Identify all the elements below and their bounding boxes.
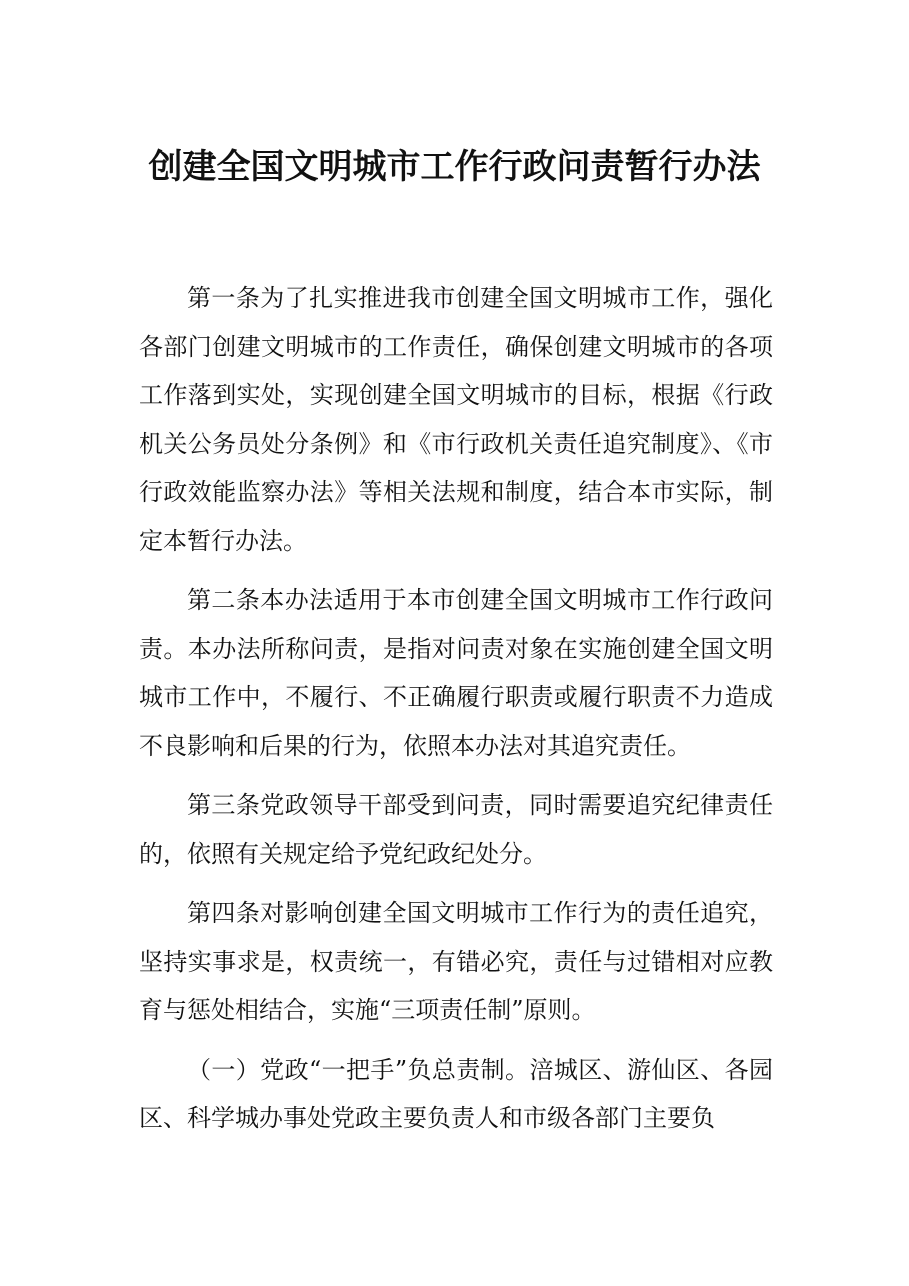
paragraph-article-2: 第二条本办法适用于本市创建全国文明城市工作行政问责。本办法所称问责，是指对问责对象在实施创建全国文明城市工作中，不履行、不正确履行职责或履行职责不力造成不良影响和后果的行为，依照本办法对其追究责任。 — [139, 586, 773, 760]
paragraph-article-3: 第三条党政领导干部受到问责，同时需要追究纪律责任的，依照有关规定给予党纪政纪处分。 — [139, 791, 773, 868]
document-title: 创建全国文明城市工作行政问责暂行办法 — [148, 147, 761, 187]
paragraph-article-1: 第一条为了扎实推进我市创建全国文明城市工作，强化各部门创建文明城市的工作责任，确保创建文明城市的各项工作落到实处，实现创建全国文明城市的目标，根据《行政机关公务员处分条例》和《市行政机关责任追究制度》、《市行政效能监察办法》等相关法规和制度，结合本市实际，制定本暂行办法。 — [139, 284, 773, 555]
paragraph-item-1: （一）党政“一把手”负总责制。涪城区、游仙区、各园区、科学城办事处党政主要负责人和市级各部门主要负 — [139, 1055, 773, 1132]
document-body — [139, 274, 773, 1154]
paragraph-article-4: 第四条对影响创建全国文明城市工作行为的责任追究，坚持实事求是，权责统一，有错必究，责任与过错相对应教育与惩处相结合，实施“三项责任制”原则。 — [139, 899, 773, 1024]
